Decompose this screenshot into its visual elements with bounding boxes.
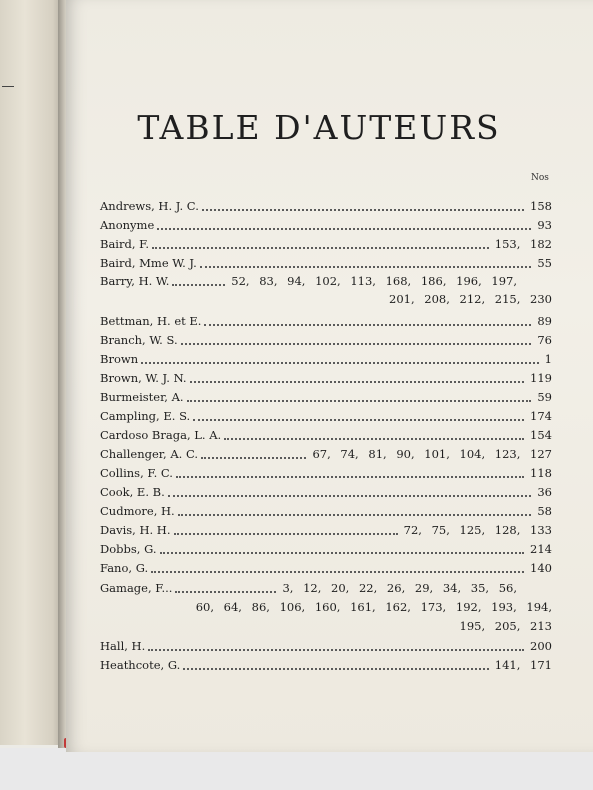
author-entry <box>100 523 552 541</box>
author-entry <box>100 237 552 255</box>
dot-leader <box>176 476 524 478</box>
author-name: Campling, E. S. <box>100 409 191 423</box>
author-name: Hall, H. <box>100 639 146 653</box>
author-name: Fano, G. <box>100 561 149 575</box>
entry-numbers: 141, 171 <box>494 658 552 672</box>
dot-leader <box>200 266 531 268</box>
dot-leader <box>174 533 398 535</box>
entry-numbers: 140 <box>530 561 552 575</box>
dot-leader <box>152 247 489 249</box>
author-entry <box>100 371 552 389</box>
dot-leader <box>183 668 489 670</box>
entry-numbers: 93 <box>537 218 552 232</box>
dot-leader <box>202 209 524 211</box>
author-name: Andrews, H. J. C. <box>100 199 199 213</box>
entry-numbers-continued: 195, 205, 213 <box>459 619 552 633</box>
entry-numbers: 214 <box>530 542 552 556</box>
entry-numbers: 58 <box>537 504 552 518</box>
author-name: Baird, F. <box>100 237 149 251</box>
author-entry <box>100 542 552 560</box>
entry-numbers: 3, 12, 20, 22, 26, 29, 34, 35, 56, <box>282 581 517 595</box>
author-name: Anonyme <box>100 218 155 232</box>
entry-numbers: 52, 83, 94, 102, 113, 168, 186, 196, 197, <box>231 274 517 288</box>
author-name: Collins, F. C. <box>100 466 173 480</box>
dot-leader <box>157 228 531 230</box>
dot-leader <box>181 343 531 345</box>
entry-numbers: 200 <box>530 639 552 653</box>
entry-numbers-continued: 201, 208, 212, 215, 230 <box>389 292 552 306</box>
author-entry <box>100 333 552 351</box>
entry-numbers: 118 <box>530 466 552 480</box>
dot-leader <box>172 284 225 286</box>
entry-numbers: 59 <box>537 390 552 404</box>
author-entry <box>100 390 552 408</box>
author-name: Bettman, H. et E. <box>100 314 202 328</box>
dot-leader <box>168 495 531 497</box>
dot-leader <box>178 514 531 516</box>
author-name: Baird, Mme W. J. <box>100 256 197 270</box>
entry-numbers-continued: 60, 64, 86, 106, 160, 161, 162, 173, 192, 193, 194, <box>195 600 552 614</box>
author-entry <box>100 218 552 236</box>
author-name: Burmeister, A. <box>100 390 184 404</box>
dot-leader <box>141 362 539 364</box>
entry-numbers: 89 <box>537 314 552 328</box>
author-entry <box>100 274 552 292</box>
book-page <box>66 0 593 752</box>
author-name: Heathcote, G. <box>100 658 181 672</box>
dot-leader <box>160 552 524 554</box>
entry-numbers: 119 <box>530 371 552 385</box>
dot-leader <box>175 591 276 593</box>
entry-numbers: 67, 74, 81, 90, 101, 104, 123, 127 <box>312 447 552 461</box>
author-name: Cardoso Braga, L. A. <box>100 428 222 442</box>
dot-leader <box>148 649 524 651</box>
author-name: Challenger, A. C. <box>100 447 199 461</box>
author-name: Branch, W. S. <box>100 333 178 347</box>
author-entry <box>100 581 552 599</box>
page-title: TABLE D'AUTEURS <box>137 108 501 147</box>
dot-leader <box>204 324 531 326</box>
dot-leader <box>190 381 524 383</box>
author-entry <box>100 658 552 676</box>
dot-leader <box>201 457 306 459</box>
author-entry <box>100 466 552 484</box>
author-entry <box>100 199 552 217</box>
entry-numbers: 153, 182 <box>494 237 552 251</box>
author-entry <box>100 485 552 503</box>
author-name: Cudmore, H. <box>100 504 175 518</box>
author-entry <box>100 639 552 657</box>
author-entry <box>100 428 552 446</box>
entry-numbers: 174 <box>530 409 552 423</box>
author-entry <box>100 409 552 427</box>
author-entry <box>100 504 552 522</box>
author-name: Dobbs, G. <box>100 542 157 556</box>
dot-leader <box>187 400 531 402</box>
entry-numbers: 72, 75, 125, 128, 133 <box>403 523 552 537</box>
entry-numbers: 1 <box>544 352 552 366</box>
author-name: Davis, H. H. <box>100 523 171 537</box>
author-entry <box>100 352 552 370</box>
author-entry <box>100 256 552 274</box>
author-name: Barry, H. W. <box>100 274 170 288</box>
author-name: Gamage, F... <box>100 581 173 595</box>
left-page-mark <box>2 86 14 87</box>
author-name: Brown <box>100 352 139 366</box>
entry-numbers: 55 <box>537 256 552 270</box>
author-entry <box>100 314 552 332</box>
entry-numbers: 76 <box>537 333 552 347</box>
dot-leader <box>151 571 524 573</box>
dot-leader <box>193 419 524 421</box>
column-header-numbers: Nos <box>531 173 549 183</box>
left-page-edge <box>0 0 62 745</box>
dot-leader <box>224 438 524 440</box>
entry-numbers: 154 <box>530 428 552 442</box>
author-entry <box>100 447 552 465</box>
author-entry <box>100 561 552 579</box>
background-surface <box>0 748 593 790</box>
entry-numbers: 36 <box>537 485 552 499</box>
author-name: Cook, E. B. <box>100 485 165 499</box>
author-name: Brown, W. J. N. <box>100 371 187 385</box>
entry-numbers: 158 <box>530 199 552 213</box>
